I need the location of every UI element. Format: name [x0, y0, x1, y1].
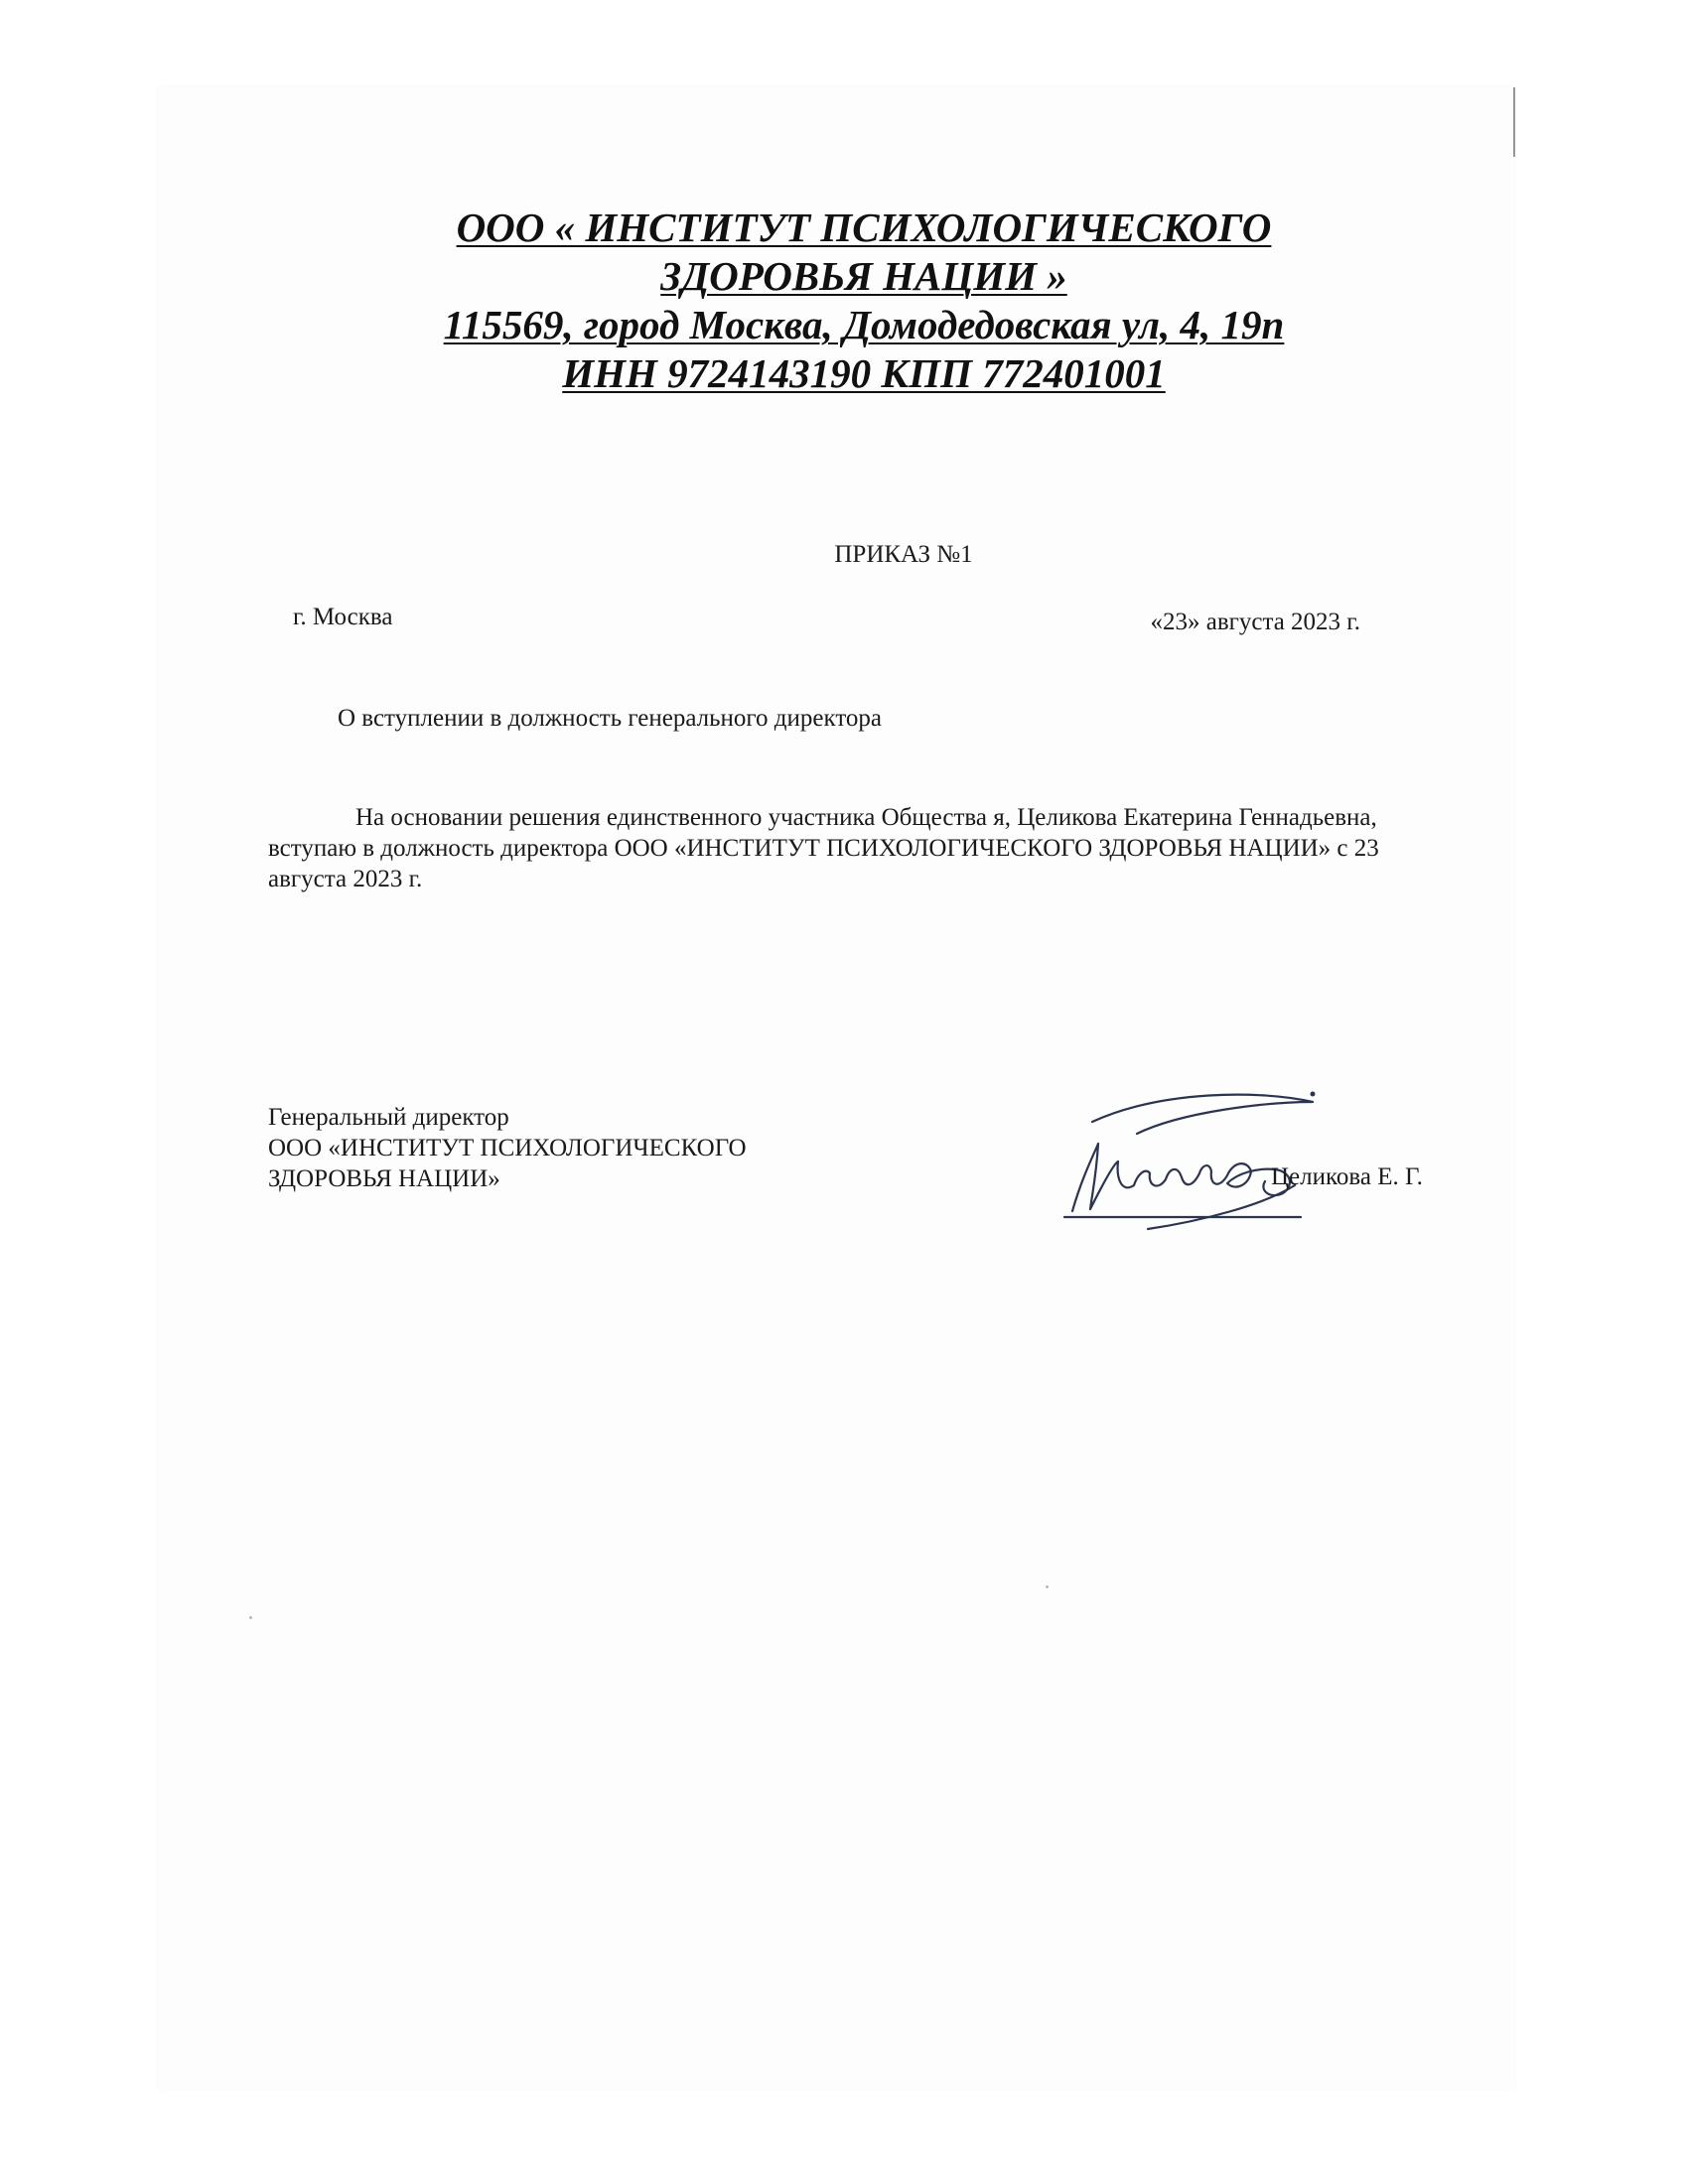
- signer-org-line1: ООО «ИНСТИТУТ ПСИХОЛОГИЧЕСКОГО: [268, 1135, 747, 1161]
- signer-org-line2: ЗДОРОВЬЯ НАЦИИ»: [268, 1165, 500, 1192]
- order-body: На основании решения единственного участника Общества я, Целикова Екатерина Геннадьевна, вступаю в должность директора ООО «ИНСТИТУТ ПСИХОЛОГИЧЕСКОГО ЗДОРОВЬЯ НАЦИИ» с 23 августа 2023 г.: [268, 804, 1379, 892]
- paper-speck: [249, 1616, 252, 1619]
- handwritten-signature: [1053, 1082, 1331, 1231]
- order-title: ПРИКАЗ №1: [834, 541, 973, 568]
- letterhead-address: 115569, город Москва, Домодедовская ул, 4, 19п: [443, 302, 1285, 347]
- signer-position: Генеральный директор: [268, 1104, 509, 1131]
- letterhead: [278, 204, 1450, 398]
- order-subject: О вступлении в должность генерального директора: [338, 705, 883, 732]
- letterhead-company-line2: ЗДОРОВЬЯ НАЦИИ »: [660, 253, 1067, 299]
- signature-letters: [1072, 1144, 1290, 1211]
- paper-speck: [1046, 1585, 1049, 1588]
- order-city: г. Москва: [293, 604, 393, 630]
- signer-name: Целикова Е. Г.: [1271, 1163, 1423, 1190]
- letterhead-company-line1: ООО « ИНСТИТУТ ПСИХОЛОГИЧЕСКОГО: [456, 205, 1272, 250]
- signature-loop: [1092, 1095, 1313, 1134]
- signature-dot: [1311, 1092, 1316, 1097]
- scan-edge-mark: [1513, 87, 1515, 157]
- signature-block: [268, 1102, 747, 1194]
- letterhead-inn-kpp: ИНН 9724143190 КПП 772401001: [562, 350, 1166, 396]
- order-date: «23» августа 2023 г.: [1150, 609, 1360, 635]
- signature-tail: [1148, 1185, 1295, 1229]
